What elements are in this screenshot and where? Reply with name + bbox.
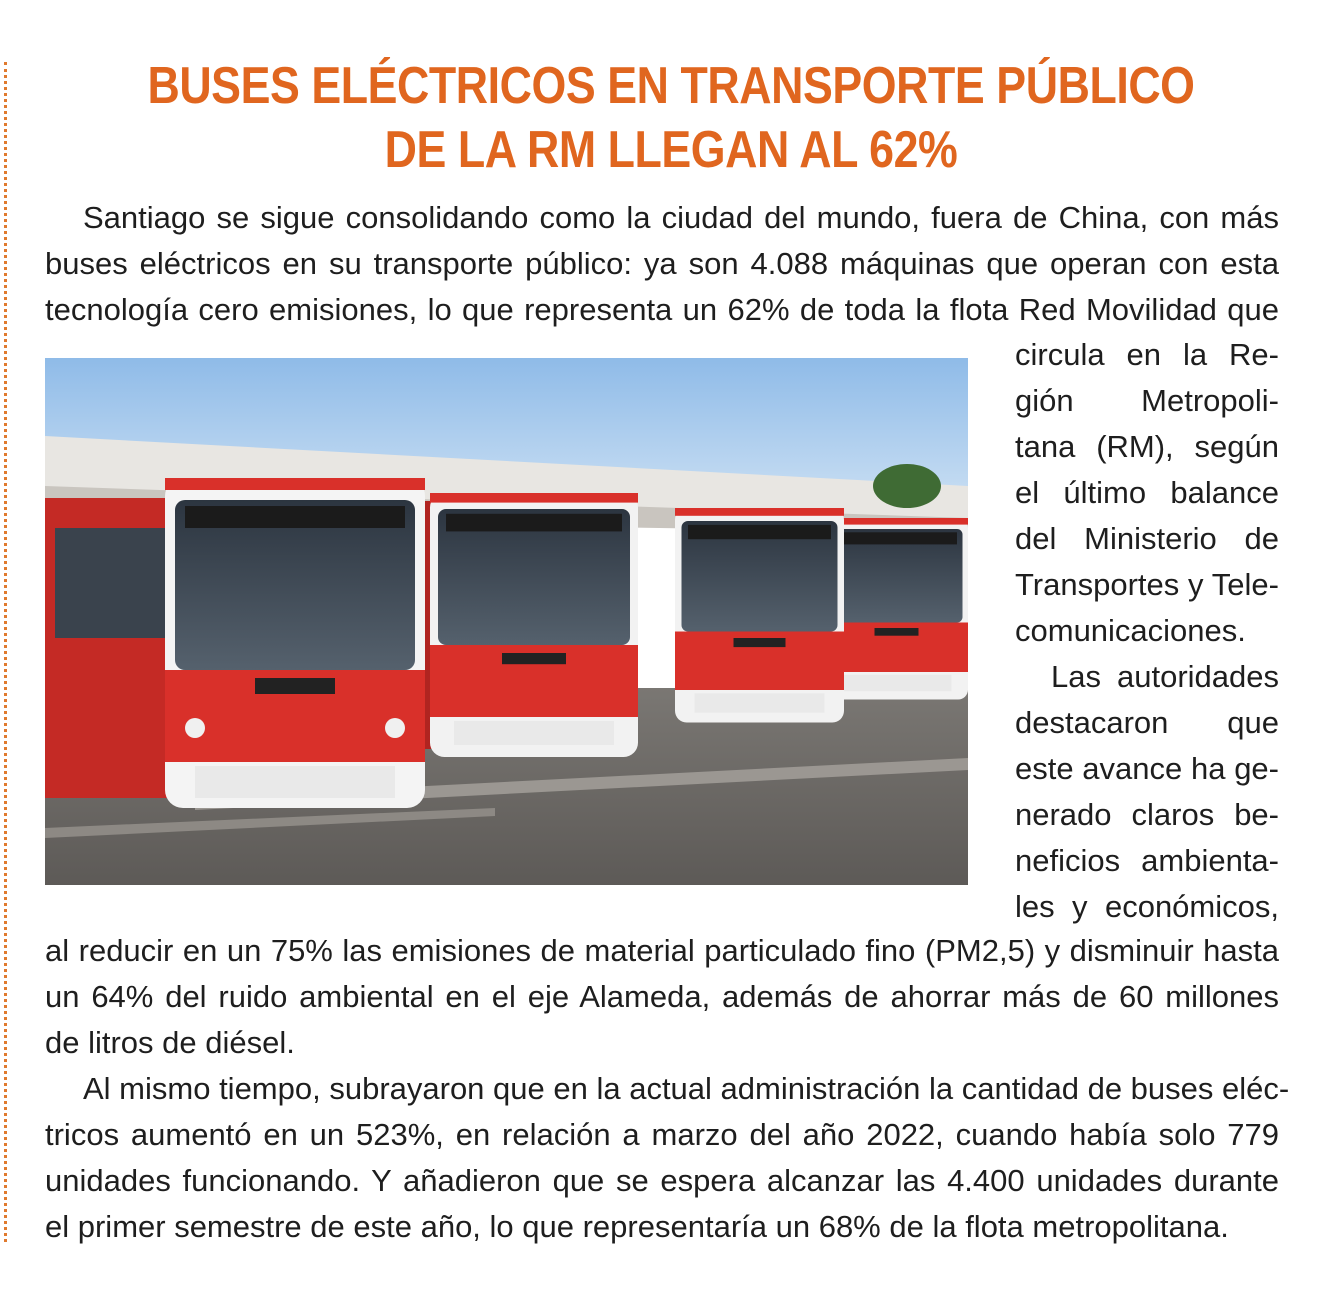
headline-line-2: DE LA RM LLEGAN AL 62% [384,121,958,179]
body-line: tricos aumentó en un 523%, en relación a marzo del año 2022, cuando había solo 779 [45,1117,1279,1152]
headline-line-1: BUSES ELÉCTRICOS EN TRANSPORTE PÚBLICO [147,57,1195,115]
body-line: les y económicos, [1015,889,1279,924]
body-line: el primer semestre de este año, lo que representaría un 68% de la flota metropolitana. [45,1209,1229,1244]
body-line: del Ministerio de [1015,521,1279,556]
body-line: Santiago se sigue consolidando como la ciudad del mundo, fuera de China, con más [83,200,1279,235]
body-line: buses eléctricos en su transporte público: ya son 4.088 máquinas que operan con esta [45,246,1279,281]
body-line: Las autoridades [1051,659,1279,694]
body-line: neficios ambienta- [1015,843,1279,878]
body-line: Transportes y Tele- [1015,567,1279,602]
body-line: al reducir en un 75% las emisiones de material particulado fino (PM2,5) y disminuir hasta [45,933,1279,968]
body-line: nerado claros be- [1015,797,1279,832]
body-line: comunicaciones. [1015,613,1246,648]
dotted-margin-rule [4,62,7,1242]
body-line: tecnología cero emisiones, lo que representa un 62% de toda la flota Red Movilidad que [45,292,1279,327]
article-headline [94,54,1248,182]
body-line: de litros de diésel. [45,1025,295,1060]
body-line: tana (RM), según [1015,429,1279,464]
body-line: unidades funcionando. Y añadieron que se espera alcanzar las 4.400 unidades durante [45,1163,1279,1198]
body-line: circula en la Re- [1015,337,1279,372]
body-line: este avance ha ge- [1015,751,1279,786]
body-line: Al mismo tiempo, subrayaron que en la actual administración la cantidad de buses eléc- [83,1071,1290,1106]
body-line: el último balance [1015,475,1279,510]
body-line: un 64% del ruido ambiental en el eje Alameda, además de ahorrar más de 60 millones [45,979,1279,1014]
body-line: destacaron que [1015,705,1279,740]
electric-buses-photo [45,358,968,885]
body-line: gión Metropoli- [1015,383,1279,418]
